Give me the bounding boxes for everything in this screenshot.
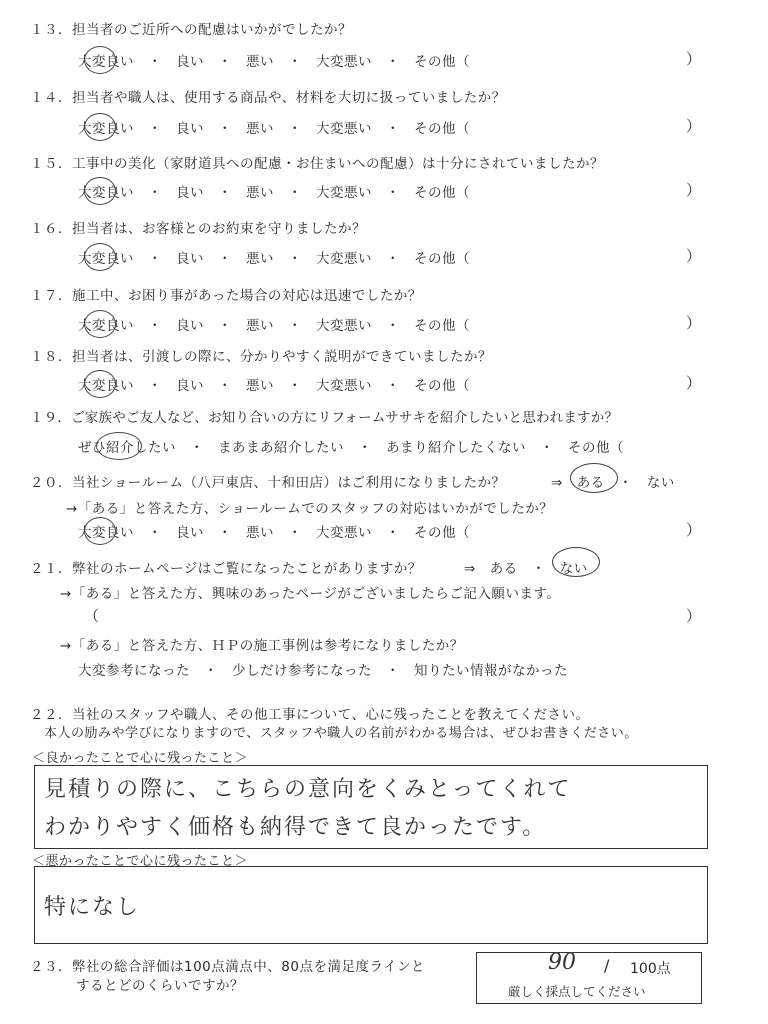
q20-text: ２０．当社ショールーム（八戸東店、十和田店）はご利用になりましたか？: [30, 475, 506, 491]
q14-answer-mark: [84, 113, 116, 141]
q21-options: 大変参考になった ・ 少しだけ参考になった ・ 知りたい情報がなかった: [78, 663, 568, 679]
q17-options: 大変良い ・ 良い ・ 悪い ・ 大変悪い ・ その他（: [78, 318, 470, 334]
q23-slash: /: [604, 956, 610, 975]
q18-text: １８．担当者は、引渡しの際に、分かりやすく説明ができていましたか？: [30, 349, 492, 365]
q18-close: ）: [686, 374, 702, 392]
q22-text: ２２．当社のスタッフや職人、その他工事について、心に残ったことを教えてください。: [30, 707, 590, 723]
q13-answer-mark: [84, 46, 116, 74]
q13-options: 大変良い ・ 良い ・ 悪い ・ 大変悪い ・ その他（: [78, 54, 470, 70]
q21-sub1: →「ある」と答えた方、興味のあったページがございましたらご記入願います。: [60, 586, 561, 602]
q17-close: ）: [686, 314, 702, 332]
q15-answer-mark: [84, 177, 116, 205]
q23-line2: するとどのくらいですか？: [76, 978, 244, 994]
q14-close: ）: [686, 117, 702, 135]
q22-bad-text: 特になし: [44, 895, 141, 920]
q21-answer: ⇒ ある ・ ない: [464, 561, 588, 577]
q22-bad-label: ＜悪かったことで心に残ったこと＞: [32, 854, 249, 869]
q20-close: ）: [686, 521, 702, 539]
q20-answer: ⇒ ある ・ ない: [551, 475, 675, 491]
q20-options-mark: [84, 517, 116, 545]
q15-text: １５．工事中の美化（家財道具への配慮・お住まいへの配慮）は十分にされていましたか？: [30, 156, 604, 172]
q23-max: 100点: [630, 961, 671, 977]
q19-text: １９．ご家族やご友人など、お知り合いの方にリフォームササキを紹介したいと思われますか？: [30, 410, 619, 426]
q15-options: 大変良い ・ 良い ・ 悪い ・ 大変悪い ・ その他（: [78, 185, 470, 201]
q21-close: ）: [686, 607, 702, 625]
q18-answer-mark: [84, 370, 116, 398]
q20-sub: →「ある」と答えた方、ショールームでのスタッフの対応はいかがでしたか？: [66, 501, 554, 517]
q23-note: 厳しく採点してください: [508, 984, 646, 999]
q22-good-label: ＜良かったことで心に残ったこと＞: [32, 751, 249, 766]
q13-close: ）: [686, 50, 702, 68]
q16-answer-mark: [84, 243, 116, 271]
q17-answer-mark: [84, 310, 116, 338]
q20-options: 大変良い ・ 良い ・ 悪い ・ 大変悪い ・ その他（: [78, 525, 470, 541]
q21-text: ２１．弊社のホームページはご覧になったことがありますか？: [30, 561, 422, 577]
q23-line1: ２３．弊社の総合評価は100点満点中、80点を満足度ラインと: [30, 959, 426, 975]
q16-options: 大変良い ・ 良い ・ 悪い ・ 大変悪い ・ その他（: [78, 251, 470, 267]
q13-text: １３．担当者のご近所への配慮はいかがでしたか？: [30, 22, 352, 38]
q21-answer-mark: [552, 547, 600, 577]
q14-options: 大変良い ・ 良い ・ 悪い ・ 大変悪い ・ その他（: [78, 121, 470, 137]
q16-close: ）: [686, 247, 702, 265]
q21-sub2: →「ある」と答えた方、ＨＰの施工事例は参考になりましたか？: [60, 638, 464, 654]
q14-text: １４．担当者や職人は、使用する商品や、材料を大切に扱っていましたか？: [30, 90, 506, 106]
q19-answer-mark: [96, 432, 142, 460]
q22-note: 本人の励みや学びになりますので、スタッフや職人の名前がわかる場合は、ぜひお書きください。: [44, 726, 638, 741]
q19-options: ぜひ紹介したい ・ まあまあ紹介したい ・ あまり紹介したくない ・ その他（: [78, 440, 624, 456]
q17-text: １７．施工中、お困り事があった場合の対応は迅速でしたか？: [30, 288, 422, 304]
q15-close: ）: [686, 181, 702, 199]
q21-open: （: [84, 607, 100, 625]
q20-answer-mark: [570, 463, 618, 493]
q18-options: 大変良い ・ 良い ・ 悪い ・ 大変悪い ・ その他（: [78, 378, 470, 394]
q16-text: １６．担当者は、お客様とのお約束を守りましたか？: [30, 221, 366, 237]
q22-good-line2: わかりやすく価格も納得できて良かったです。: [44, 815, 547, 840]
q23-score: 90: [548, 950, 576, 975]
q22-good-line1: 見積りの際に、こちらの意向をくみとってくれて: [44, 777, 572, 802]
